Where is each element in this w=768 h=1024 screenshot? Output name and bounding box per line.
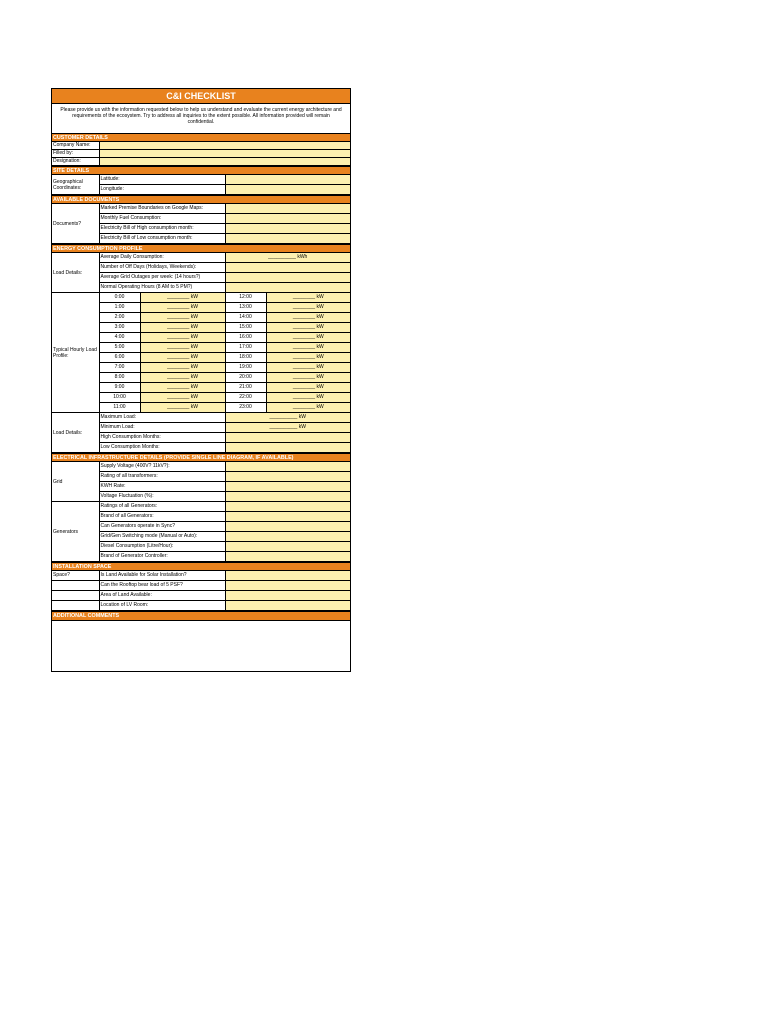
hour-label: 20:00 bbox=[225, 373, 266, 383]
hour-label: 19:00 bbox=[225, 363, 266, 373]
hour-kw-input[interactable]: ________ kW bbox=[266, 393, 350, 403]
field-label: Grid/Gen Switching mode (Manual or Auto): bbox=[99, 532, 225, 542]
hour-label: 9:00 bbox=[99, 383, 140, 393]
field-label: Brand of Generator Controller: bbox=[99, 552, 225, 562]
generator-input[interactable] bbox=[225, 552, 350, 562]
field-label: High Consumption Months: bbox=[99, 433, 225, 443]
hour-label: 23:00 bbox=[225, 403, 266, 413]
min-load-input[interactable]: __________ kW bbox=[225, 423, 350, 433]
hour-kw-input[interactable]: ________ kW bbox=[140, 323, 225, 333]
company-name-input[interactable] bbox=[99, 142, 350, 150]
generator-input[interactable] bbox=[225, 522, 350, 532]
hour-kw-input[interactable]: ________ kW bbox=[140, 353, 225, 363]
section-energy-consumption: ENERGY CONSUMPTION PROFILE bbox=[52, 244, 350, 253]
field-label: Latitude: bbox=[99, 175, 225, 185]
operating-hours-input[interactable] bbox=[225, 283, 350, 293]
hour-kw-input[interactable]: ________ kW bbox=[266, 363, 350, 373]
hour-kw-input[interactable]: ________ kW bbox=[266, 323, 350, 333]
load-limits-table bbox=[52, 412, 350, 453]
field-label: Can Generators operate in Sync? bbox=[99, 522, 225, 532]
off-days-input[interactable] bbox=[225, 263, 350, 273]
field-label: Location of LV Room: bbox=[99, 601, 225, 611]
hour-kw-input[interactable]: ________ kW bbox=[266, 333, 350, 343]
max-load-input[interactable]: __________ kW bbox=[225, 413, 350, 423]
field-label: KWH Rate: bbox=[99, 482, 225, 492]
grid-input[interactable] bbox=[225, 482, 350, 492]
field-label: Voltage Fluctuation (%): bbox=[99, 492, 225, 502]
field-label: Electricity Bill of Low consumption month: bbox=[99, 234, 225, 244]
hour-label: 4:00 bbox=[99, 333, 140, 343]
page-title: C&I CHECKLIST bbox=[52, 89, 350, 103]
comments-textarea[interactable] bbox=[52, 620, 350, 671]
generator-input[interactable] bbox=[225, 512, 350, 522]
hourly-load-table bbox=[52, 292, 350, 413]
group-label: Geographical Coordinates: bbox=[52, 175, 99, 195]
section-electrical-infrastructure: ELECTRICAL INFRASTRUCTURE DETAILS (PROVIDE SINGLE LINE DIAGRAM, IF AVAILABLE) bbox=[52, 453, 350, 462]
grid-input[interactable] bbox=[225, 472, 350, 482]
hour-kw-input[interactable]: ________ kW bbox=[140, 293, 225, 303]
hour-label: 5:00 bbox=[99, 343, 140, 353]
grid-input[interactable] bbox=[225, 462, 350, 472]
document-input[interactable] bbox=[225, 204, 350, 214]
designation-input[interactable] bbox=[99, 158, 350, 166]
field-label: Company Name: bbox=[52, 142, 99, 150]
hour-label: 17:00 bbox=[225, 343, 266, 353]
hour-label: 8:00 bbox=[99, 373, 140, 383]
hour-kw-input[interactable]: ________ kW bbox=[266, 383, 350, 393]
hour-label: 7:00 bbox=[99, 363, 140, 373]
group-label: Load Details: bbox=[52, 253, 99, 293]
generator-input[interactable] bbox=[225, 502, 350, 512]
field-label: Designation: bbox=[52, 158, 99, 166]
section-installation-space: INSTALLATION SPACE bbox=[52, 562, 350, 571]
generator-input[interactable] bbox=[225, 542, 350, 552]
longitude-input[interactable] bbox=[225, 185, 350, 195]
group-label: Load Details: bbox=[52, 413, 99, 453]
field-label: Low Consumption Months: bbox=[99, 443, 225, 453]
group-label: Generators bbox=[52, 502, 99, 562]
field-label: Supply Voltage (400V? 11kV?): bbox=[99, 462, 225, 472]
hour-label: 6:00 bbox=[99, 353, 140, 363]
space-input[interactable] bbox=[225, 571, 350, 581]
high-months-input[interactable] bbox=[225, 433, 350, 443]
field-label: Number of Off Days (Holidays, Weekends): bbox=[99, 263, 225, 273]
hour-kw-input[interactable]: ________ kW bbox=[140, 303, 225, 313]
space-table bbox=[52, 570, 350, 611]
section-customer-details: CUSTOMER DETAILS bbox=[52, 133, 350, 142]
empty-cell bbox=[52, 591, 99, 601]
hour-kw-input[interactable]: ________ kW bbox=[266, 303, 350, 313]
grid-input[interactable] bbox=[225, 492, 350, 502]
field-label: Electricity Bill of High consumption month: bbox=[99, 224, 225, 234]
field-label: Longitude: bbox=[99, 185, 225, 195]
group-label: Space? bbox=[52, 571, 99, 581]
field-label: Brand of all Generators: bbox=[99, 512, 225, 522]
hour-kw-input[interactable]: ________ kW bbox=[266, 353, 350, 363]
hour-label: 21:00 bbox=[225, 383, 266, 393]
hour-kw-input[interactable]: ________ kW bbox=[140, 343, 225, 353]
field-label: Diesel Consumption (Litre/Hour): bbox=[99, 542, 225, 552]
hour-kw-input[interactable]: ________ kW bbox=[266, 293, 350, 303]
field-label: Average Grid Outages per week: (14 hours?) bbox=[99, 273, 225, 283]
section-site-details: SITE DETAILS bbox=[52, 166, 350, 175]
low-months-input[interactable] bbox=[225, 443, 350, 453]
hour-label: 15:00 bbox=[225, 323, 266, 333]
hour-label: 10:00 bbox=[99, 393, 140, 403]
hour-kw-input[interactable]: ________ kW bbox=[266, 373, 350, 383]
intro-text: Please provide us with the information requested below to help us understand and evaluate the current energy architecture and requirements of the ecosystem. Try to address all inquiries to the extent possible. All information provided will remain confidential. bbox=[52, 103, 350, 133]
field-label: Marked Premise Boundaries on Google Maps: bbox=[99, 204, 225, 214]
grid-table bbox=[52, 461, 350, 502]
group-label: Documents? bbox=[52, 204, 99, 244]
hour-label: 16:00 bbox=[225, 333, 266, 343]
group-label: Typical Hourly Load Profile: bbox=[52, 293, 99, 413]
documents-table bbox=[52, 203, 350, 244]
site-table bbox=[52, 174, 350, 195]
hour-label: 0:00 bbox=[99, 293, 140, 303]
document-input[interactable] bbox=[225, 224, 350, 234]
section-available-documents: AVAILABLE DOCUMENTS bbox=[52, 195, 350, 204]
field-label: Ratings of all Generators: bbox=[99, 502, 225, 512]
group-label: Grid bbox=[52, 462, 99, 502]
load-details-table bbox=[52, 252, 350, 293]
generators-table bbox=[52, 501, 350, 562]
hour-kw-input[interactable]: ________ kW bbox=[266, 343, 350, 353]
document-input[interactable] bbox=[225, 234, 350, 244]
field-label: Average Daily Consumption: bbox=[99, 253, 225, 263]
space-input[interactable] bbox=[225, 601, 350, 611]
empty-cell bbox=[52, 601, 99, 611]
hour-label: 18:00 bbox=[225, 353, 266, 363]
field-label: Can the Rooftop bear load of 5 PSF? bbox=[99, 581, 225, 591]
hour-label: 22:00 bbox=[225, 393, 266, 403]
field-label: Monthly Fuel Consumption: bbox=[99, 214, 225, 224]
hour-label: 3:00 bbox=[99, 323, 140, 333]
hour-kw-input[interactable]: ________ kW bbox=[140, 373, 225, 383]
hour-kw-input[interactable]: ________ kW bbox=[140, 313, 225, 323]
empty-cell bbox=[52, 581, 99, 591]
field-label: Filled by: bbox=[52, 150, 99, 158]
hour-label: 13:00 bbox=[225, 303, 266, 313]
field-label: Rating of all transformers: bbox=[99, 472, 225, 482]
field-label: Maximum Load: bbox=[99, 413, 225, 423]
field-label: Area of Land Available: bbox=[99, 591, 225, 601]
space-input[interactable] bbox=[225, 581, 350, 591]
grid-outages-input[interactable] bbox=[225, 273, 350, 283]
customer-table bbox=[52, 141, 350, 166]
filled-by-input[interactable] bbox=[99, 150, 350, 158]
hour-kw-input[interactable]: ________ kW bbox=[140, 363, 225, 373]
hour-kw-input[interactable]: ________ kW bbox=[266, 313, 350, 323]
hour-kw-input[interactable]: ________ kW bbox=[140, 333, 225, 343]
hour-label: 11:00 bbox=[99, 403, 140, 413]
field-label: Is Land Available for Solar Installation? bbox=[99, 571, 225, 581]
field-label: Minimum Load: bbox=[99, 423, 225, 433]
hour-label: 2:00 bbox=[99, 313, 140, 323]
field-label: Normal Operating Hours (8 AM to 5 PM?) bbox=[99, 283, 225, 293]
generator-input[interactable] bbox=[225, 532, 350, 542]
section-additional-comments: ADDITIONAL COMMENTS bbox=[52, 611, 350, 620]
latitude-input[interactable] bbox=[225, 175, 350, 185]
document-input[interactable] bbox=[225, 214, 350, 224]
hour-kw-input[interactable]: ________ kW bbox=[140, 383, 225, 393]
hour-kw-input[interactable]: ________ kW bbox=[266, 403, 350, 413]
space-input[interactable] bbox=[225, 591, 350, 601]
hour-label: 1:00 bbox=[99, 303, 140, 313]
hour-kw-input[interactable]: ________ kW bbox=[140, 403, 225, 413]
hour-label: 14:00 bbox=[225, 313, 266, 323]
checklist-sheet bbox=[51, 88, 351, 672]
hour-label: 12:00 bbox=[225, 293, 266, 303]
hour-kw-input[interactable]: ________ kW bbox=[140, 393, 225, 403]
daily-consumption-input[interactable]: __________ kWh bbox=[225, 253, 350, 263]
